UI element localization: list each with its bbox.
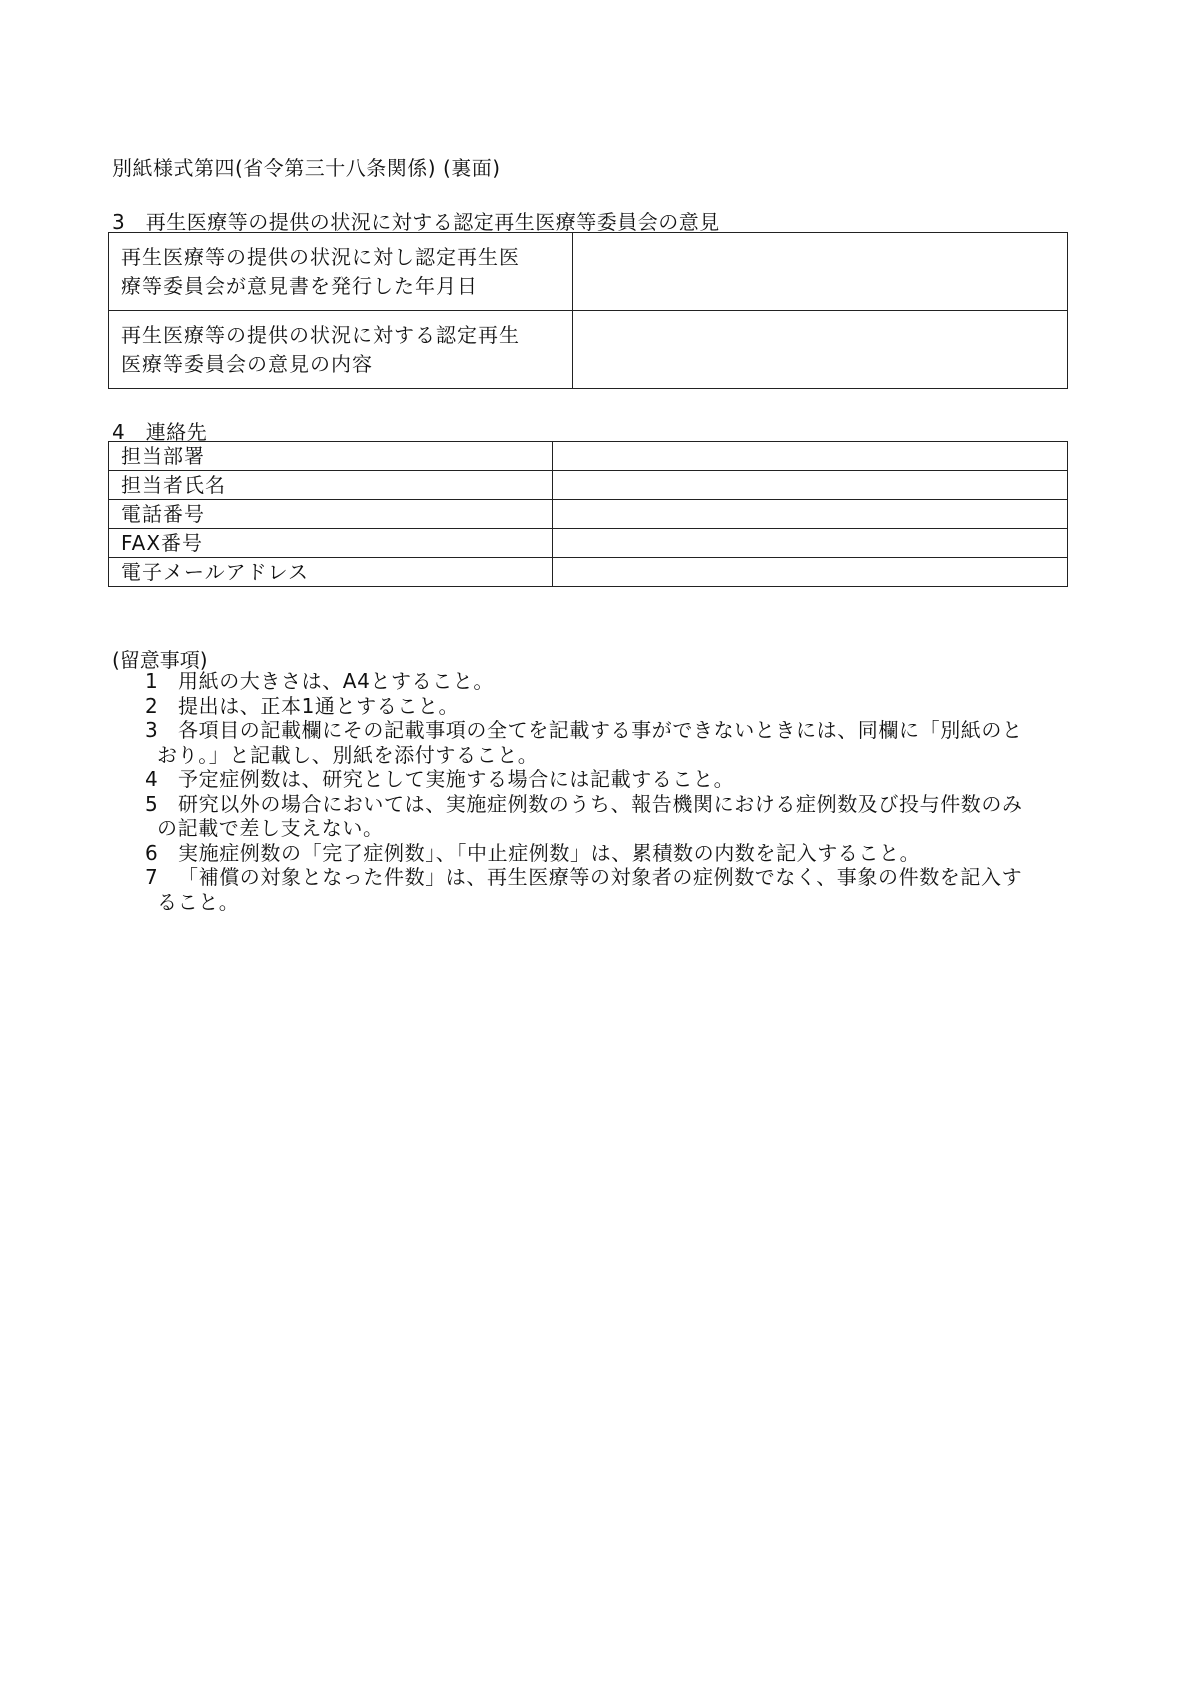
phone-label: 電話番号 <box>109 500 553 529</box>
note-text-continuation: おり。」と記載し、別紙を添付すること。 <box>157 742 539 767</box>
list-item <box>145 865 1070 914</box>
note-text-continuation: の記載で差し支えない。 <box>157 816 384 840</box>
table-row <box>109 442 1068 471</box>
opinion-date-field[interactable] <box>573 233 1068 311</box>
fax-field[interactable] <box>553 529 1068 558</box>
list-item <box>145 792 1070 841</box>
note-text: 提出は、正本1通とすること。 <box>178 693 460 718</box>
list-item <box>145 767 1070 792</box>
label-line: 医療等委員会の意見の内容 <box>121 351 373 376</box>
note-number: 3 <box>145 718 159 742</box>
committee-opinion-table <box>108 232 1068 389</box>
label-line: 療等委員会が意見書を発行した年月日 <box>121 273 478 298</box>
section-3-heading: 3 再生医療等の提供の状況に対する認定再生医療等委員会の意見 <box>112 210 720 234</box>
contact-table <box>108 441 1068 587</box>
table-row <box>109 471 1068 500</box>
form-title: 別紙様式第四(省令第三十八条関係) (裏面) <box>112 156 501 180</box>
note-number: 6 <box>145 840 159 865</box>
note-text: 研究以外の場合においては、実施症例数のうち、報告機関における症例数及び投与件数のみ <box>178 791 1023 816</box>
notes-heading: (留意事項) <box>112 648 208 672</box>
fax-label: FAX番号 <box>109 529 553 558</box>
notes-list <box>145 669 1070 914</box>
note-number: 7 <box>145 865 159 889</box>
note-text: 「補償の対象となった件数」は、再生医療等の対象者の症例数でなく、事象の件数を記入す <box>178 865 1023 889</box>
note-number: 2 <box>145 693 159 718</box>
list-item <box>145 718 1070 767</box>
list-item <box>145 694 1070 719</box>
note-number: 4 <box>145 767 159 791</box>
opinion-date-label <box>109 233 573 311</box>
email-field[interactable] <box>553 558 1068 587</box>
table-row <box>109 529 1068 558</box>
list-item <box>145 669 1070 694</box>
note-text: 実施症例数の「完了症例数」、「中止症例数」は、累積数の内数を記入すること。 <box>178 840 921 865</box>
label-line: 再生医療等の提供の状況に対し認定再生医 <box>121 244 520 269</box>
note-text: 各項目の記載欄にその記載事項の全てを記載する事ができないときには、同欄に「別紙のと <box>178 718 1023 742</box>
note-number: 5 <box>145 791 159 816</box>
department-field[interactable] <box>553 442 1068 471</box>
note-text-continuation: ること。 <box>157 889 240 914</box>
department-label: 担当部署 <box>109 442 553 471</box>
list-item <box>145 841 1070 866</box>
opinion-content-field[interactable] <box>573 311 1068 389</box>
label-line: 再生医療等の提供の状況に対する認定再生 <box>121 322 520 347</box>
table-row <box>109 311 1068 389</box>
contact-person-field[interactable] <box>553 471 1068 500</box>
email-label: 電子メールアドレス <box>109 558 553 587</box>
section-4-heading: 4 連絡先 <box>112 420 208 444</box>
contact-person-label: 担当者氏名 <box>109 471 553 500</box>
note-number: 1 <box>145 669 159 693</box>
table-row <box>109 558 1068 587</box>
note-text: 予定症例数は、研究として実施する場合には記載すること。 <box>178 767 735 791</box>
phone-field[interactable] <box>553 500 1068 529</box>
table-row <box>109 500 1068 529</box>
opinion-content-label <box>109 311 573 389</box>
table-row <box>109 233 1068 311</box>
note-text: 用紙の大きさは、A4とすること。 <box>178 669 495 693</box>
